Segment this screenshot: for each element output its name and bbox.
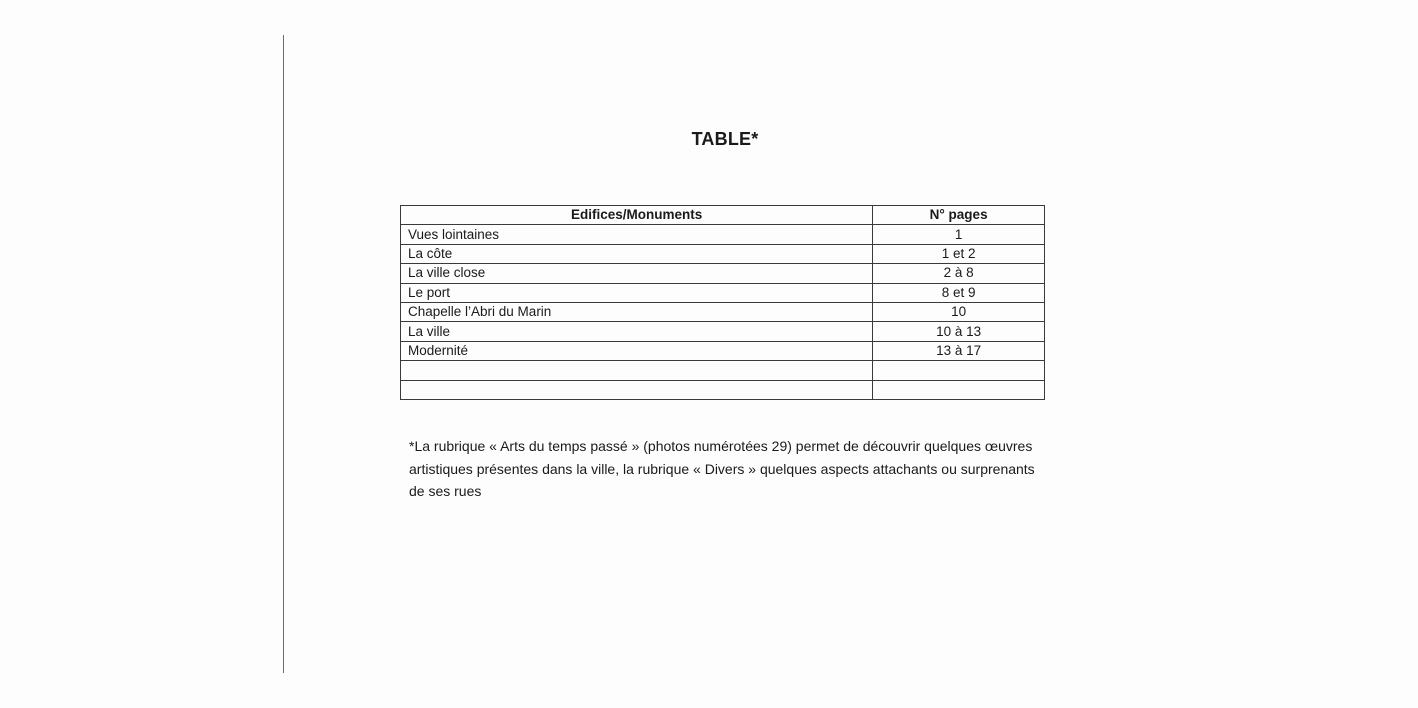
row-monument: Vues lointaines (401, 225, 873, 244)
row-pages: 1 (873, 225, 1045, 244)
row-monument: Le port (401, 283, 873, 302)
table-header-row (401, 206, 1045, 225)
row-pages: 10 à 13 (873, 322, 1045, 341)
row-monument: La ville close (401, 264, 873, 283)
row-monument: La côte (401, 244, 873, 263)
column-header-monuments: Edifices/Monuments (401, 206, 873, 225)
table-row-empty (401, 361, 1045, 380)
page-title: TABLE* (691, 129, 759, 149)
row-pages: 1 et 2 (873, 244, 1045, 263)
table-row (401, 322, 1045, 341)
footnote: *La rubrique « Arts du temps passé » (photos numérotées 29) permet de découvrir quelques œuvres artistiques présentes dans la ville, la rubrique « Divers » quelques aspects attachants ou surprenants de ses rues (409, 438, 1035, 499)
table-row (401, 244, 1045, 263)
row-pages: 8 et 9 (873, 283, 1045, 302)
table-row (401, 225, 1045, 244)
row-pages (873, 380, 1045, 399)
row-monument: Chapelle l’Abri du Marin (401, 302, 873, 321)
row-monument: Modernité (401, 341, 873, 360)
table-row (401, 283, 1045, 302)
table-row (401, 264, 1045, 283)
row-pages: 2 à 8 (873, 264, 1045, 283)
row-pages: 10 (873, 302, 1045, 321)
column-header-pages: N° pages (873, 206, 1045, 225)
table-row (401, 341, 1045, 360)
row-pages (873, 361, 1045, 380)
row-monument (401, 361, 873, 380)
row-pages: 13 à 17 (873, 341, 1045, 360)
table-row (401, 302, 1045, 321)
row-monument (401, 380, 873, 399)
contents-table (400, 205, 1045, 400)
row-monument: La ville (401, 322, 873, 341)
table-row-empty (401, 380, 1045, 399)
